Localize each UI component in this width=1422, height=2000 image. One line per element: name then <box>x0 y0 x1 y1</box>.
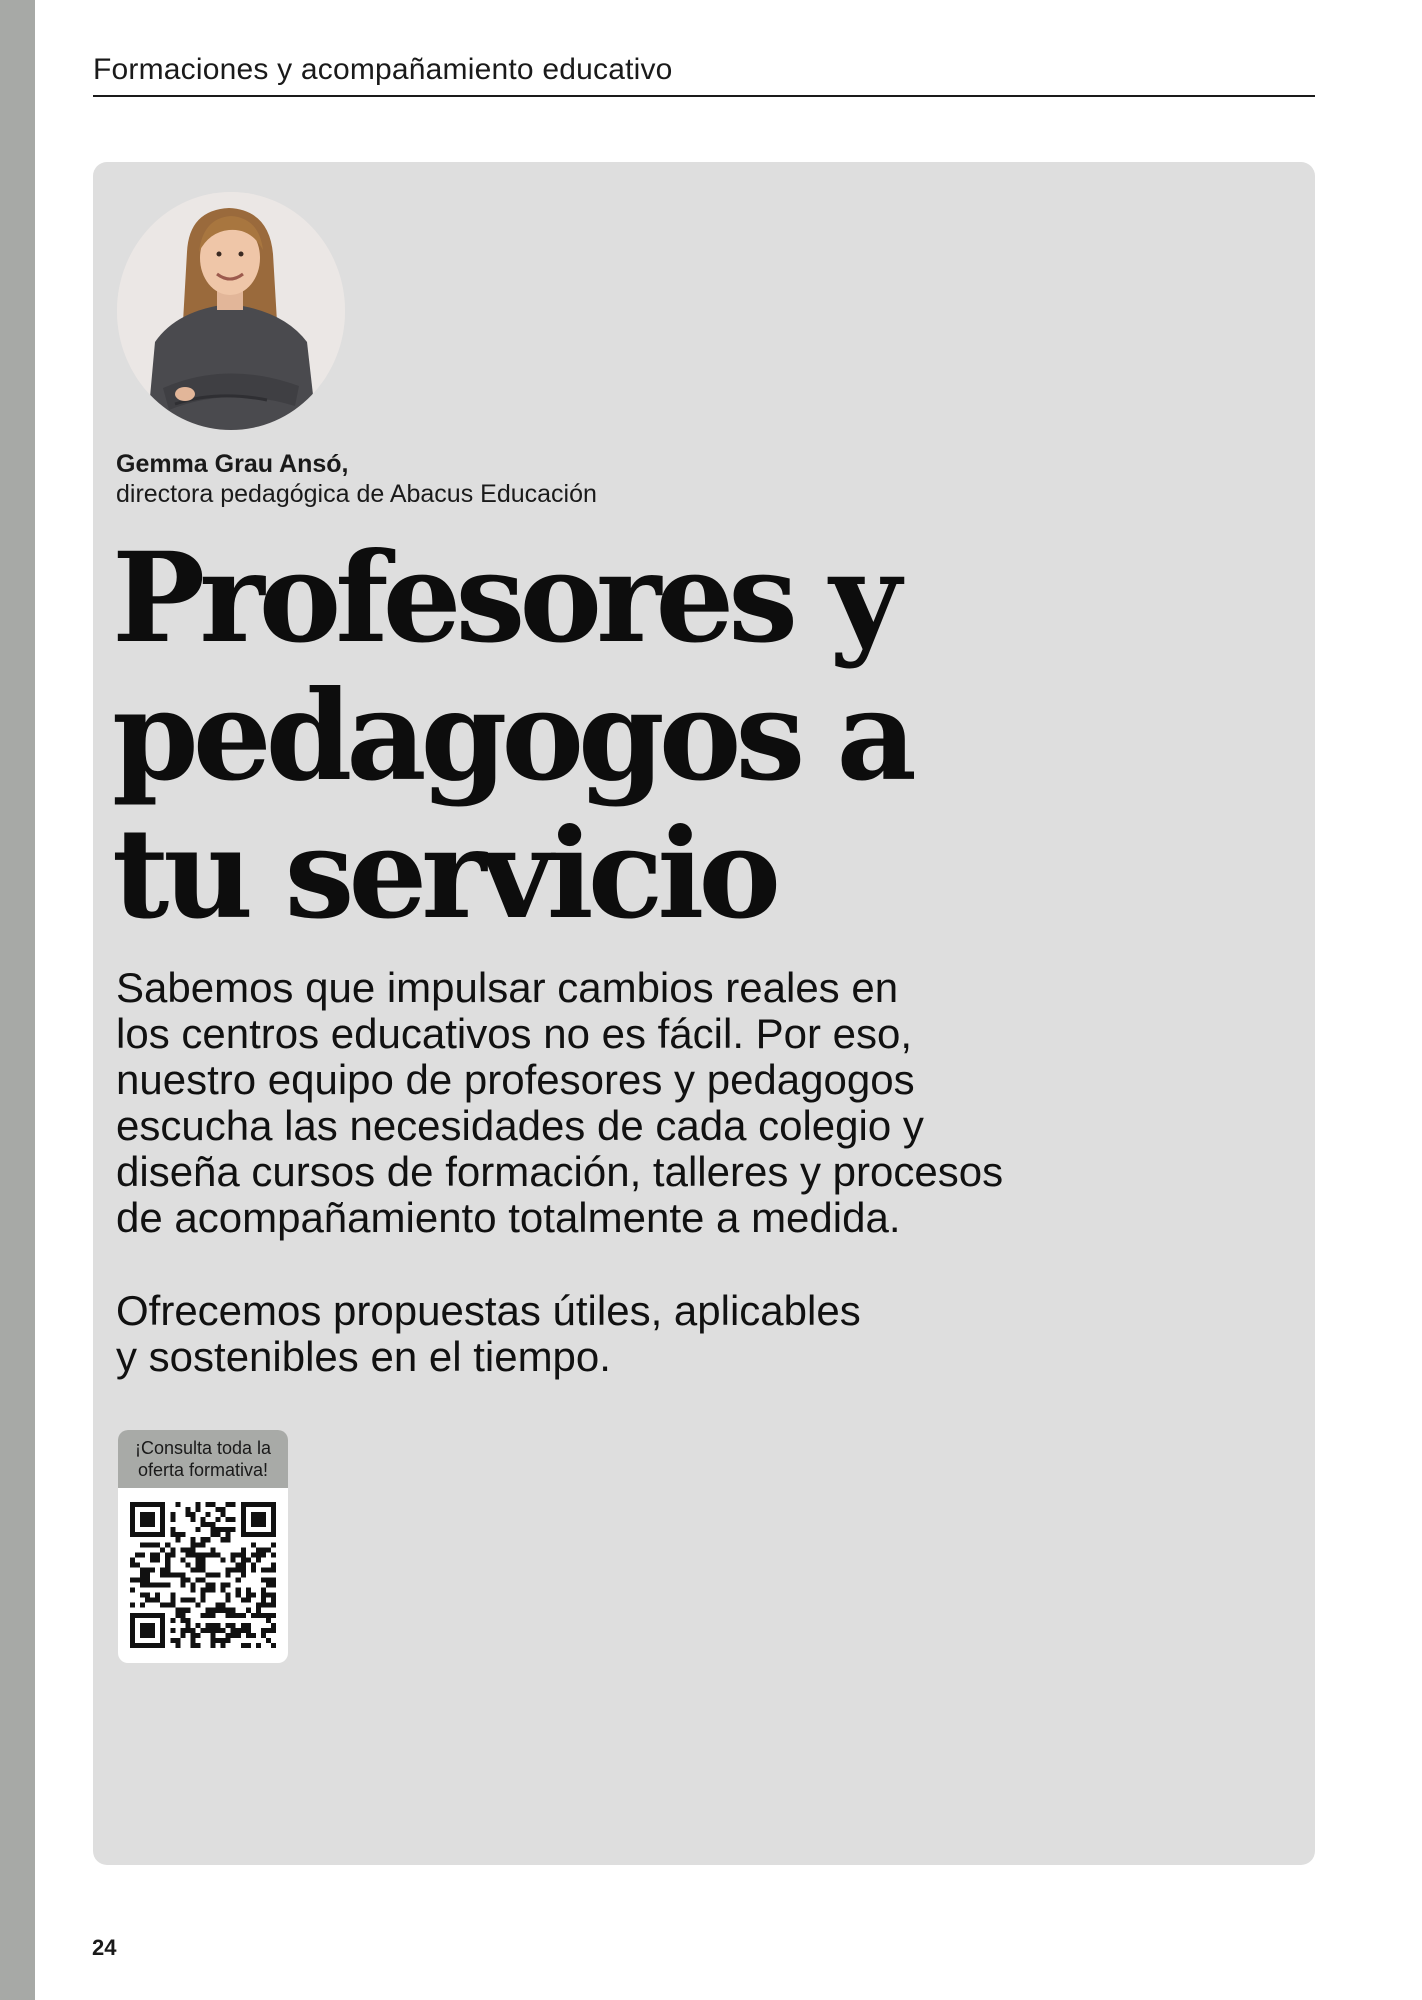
headline <box>112 526 1012 947</box>
headline-line: tu servicio <box>112 802 776 947</box>
headline-line: Profesores y <box>112 526 896 671</box>
section-divider <box>93 95 1315 97</box>
headline-line: pedagogos a <box>112 664 911 809</box>
paragraph-line: de acompañamiento totalmente a medida. <box>116 1194 901 1241</box>
author-name: Gemma Grau Ansó, <box>116 450 349 478</box>
qr-card[interactable] <box>118 1430 288 1663</box>
paragraph-line: y sostenibles en el tiempo. <box>116 1333 611 1380</box>
qr-label-line: ¡Consulta toda la <box>134 1438 272 1458</box>
qr-label <box>118 1430 288 1488</box>
author-portrait <box>117 192 345 430</box>
paragraph-line: diseña cursos de formación, talleres y procesos <box>116 1148 1004 1195</box>
qr-code-icon[interactable] <box>130 1502 276 1648</box>
section-title: Formaciones y acompañamiento educativo <box>93 53 673 86</box>
paragraph-line: nuestro equipo de profesores y pedagogos <box>116 1056 915 1103</box>
qr-label-line: oferta formativa! <box>137 1460 269 1480</box>
offer-paragraph <box>116 1288 1096 1380</box>
paragraph-line: Sabemos que impulsar cambios reales en <box>116 964 899 1011</box>
paragraph-line: Ofrecemos propuestas útiles, aplicables <box>116 1287 861 1334</box>
intro-paragraph <box>116 965 1096 1241</box>
author-role: directora pedagógica de Abacus Educación <box>116 480 597 508</box>
side-color-bar <box>0 0 35 2000</box>
paragraph-line: los centros educativos no es fácil. Por eso, <box>116 1010 913 1057</box>
paragraph-line: escucha las necesidades de cada colegio y <box>116 1102 924 1149</box>
page-number: 24 <box>92 1935 117 1960</box>
